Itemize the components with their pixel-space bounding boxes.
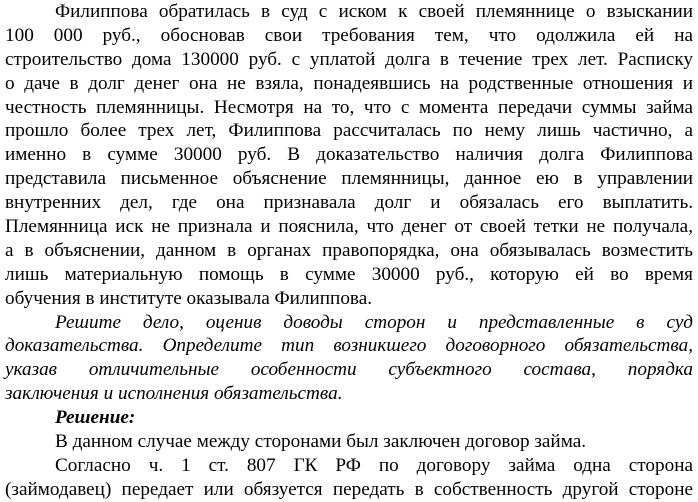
text-line: Племянница иск не признала и пояснила, что денег от своей тетки не получала, xyxy=(5,216,693,238)
text-line: а в объяснении, данном в органах правопорядка, она обязывалась возместить xyxy=(5,239,693,261)
text-line: Филиппова обратилась в суд с иском к своей племяннице о взыскании xyxy=(55,1,693,22)
document-page xyxy=(5,0,693,502)
task-paragraph xyxy=(5,311,693,407)
text-line: внутренних дел, где она признавала долг и обязалась его выплатить. xyxy=(5,192,693,214)
text-line: честность племянницы. Несмотря на то, что с момента передачи суммы займа xyxy=(5,96,693,118)
article-paragraph xyxy=(5,454,693,502)
text-line: строительство дома 130000 руб. с уплатой долга в течение трех лет. Расписку xyxy=(5,48,693,70)
text-line: 100 000 руб., обосновав свои требования тем, что одолжила ей на xyxy=(5,24,693,46)
article-line: (займодавец) передает или обязуется передать в собственность другой стороне xyxy=(5,478,693,500)
task-line: указав отличительные особенности субъектного состава, порядка xyxy=(5,359,693,381)
task-line: Решите дело, оценив доводы сторон и представленные в суд xyxy=(55,311,693,333)
article-line: Согласно ч. 1 ст. 807 ГК РФ по договору займа одна сторона xyxy=(55,454,693,476)
text-line: о даче в долг денег она не взяла, понадеявшись на родственные отношения и xyxy=(5,72,693,94)
task-line: доказательства. Определите тип возникшего договорного обязательства, xyxy=(5,335,693,357)
text-line: прошло более трех лет, Филиппова рассчиталась по нему лишь частично, а xyxy=(5,120,693,142)
solution-line: В данном случае между сторонами был заключен договор займа. xyxy=(55,431,587,453)
solution-heading: Решение: xyxy=(55,407,136,429)
task-line: заключения и исполнения обязательства. xyxy=(5,383,343,405)
text-line: лишь материальную помощь в сумме 30000 руб., которую ей во время xyxy=(5,263,693,285)
case-paragraph xyxy=(5,0,693,311)
solution-paragraph xyxy=(5,430,693,454)
text-line: представила письменное объяснение племянницы, данное ею в управлении xyxy=(5,168,693,190)
text-line: обучения в институте оказывала Филиппова. xyxy=(5,287,373,309)
text-line: именно в сумме 30000 руб. В доказательство наличия долга Филиппова xyxy=(5,144,693,166)
